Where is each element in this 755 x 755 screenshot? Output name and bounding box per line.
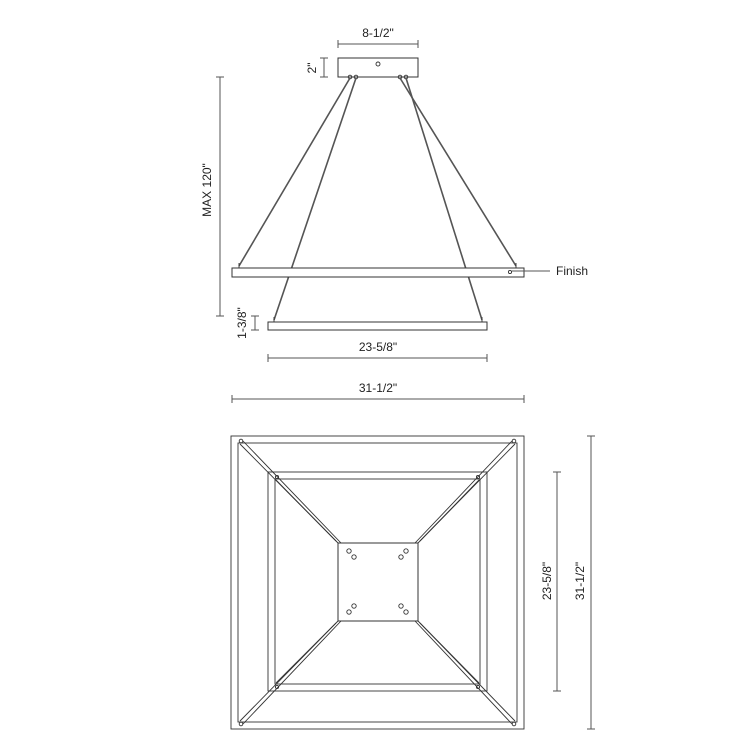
canopy-width-label: 8-1/2"	[362, 26, 394, 40]
outer-ring-elevation	[232, 263, 524, 277]
outer-width-dimension	[232, 381, 524, 403]
outer-width-label: 31-1/2"	[358, 381, 398, 395]
canopy-height-label: 2"	[305, 62, 319, 74]
inner-width-label: 23-5/8"	[358, 340, 398, 354]
inner-width-dimension	[268, 340, 487, 362]
canopy	[338, 58, 418, 79]
inner-width-plan-dimension	[540, 472, 561, 691]
ring-height-dimension	[235, 307, 259, 339]
canopy-plan	[338, 543, 418, 621]
inner-width-plan-label: 23-5/8"	[540, 561, 554, 601]
plan-view	[231, 436, 595, 729]
ring-height-label: 1-3/8"	[235, 307, 249, 339]
outer-width-plan-dimension	[573, 436, 595, 729]
canopy-height-dimension	[305, 58, 328, 77]
canopy-width-dimension	[338, 26, 418, 48]
inner-ring-elevation	[268, 317, 487, 330]
outer-width-plan-label: 31-1/2"	[573, 561, 587, 601]
max-height-dimension	[200, 77, 224, 316]
suspension-cables	[239, 78, 516, 320]
finish-label: Finish	[556, 264, 589, 278]
side-elevation	[200, 26, 588, 403]
max-height-label: MAX 120"	[200, 163, 214, 217]
